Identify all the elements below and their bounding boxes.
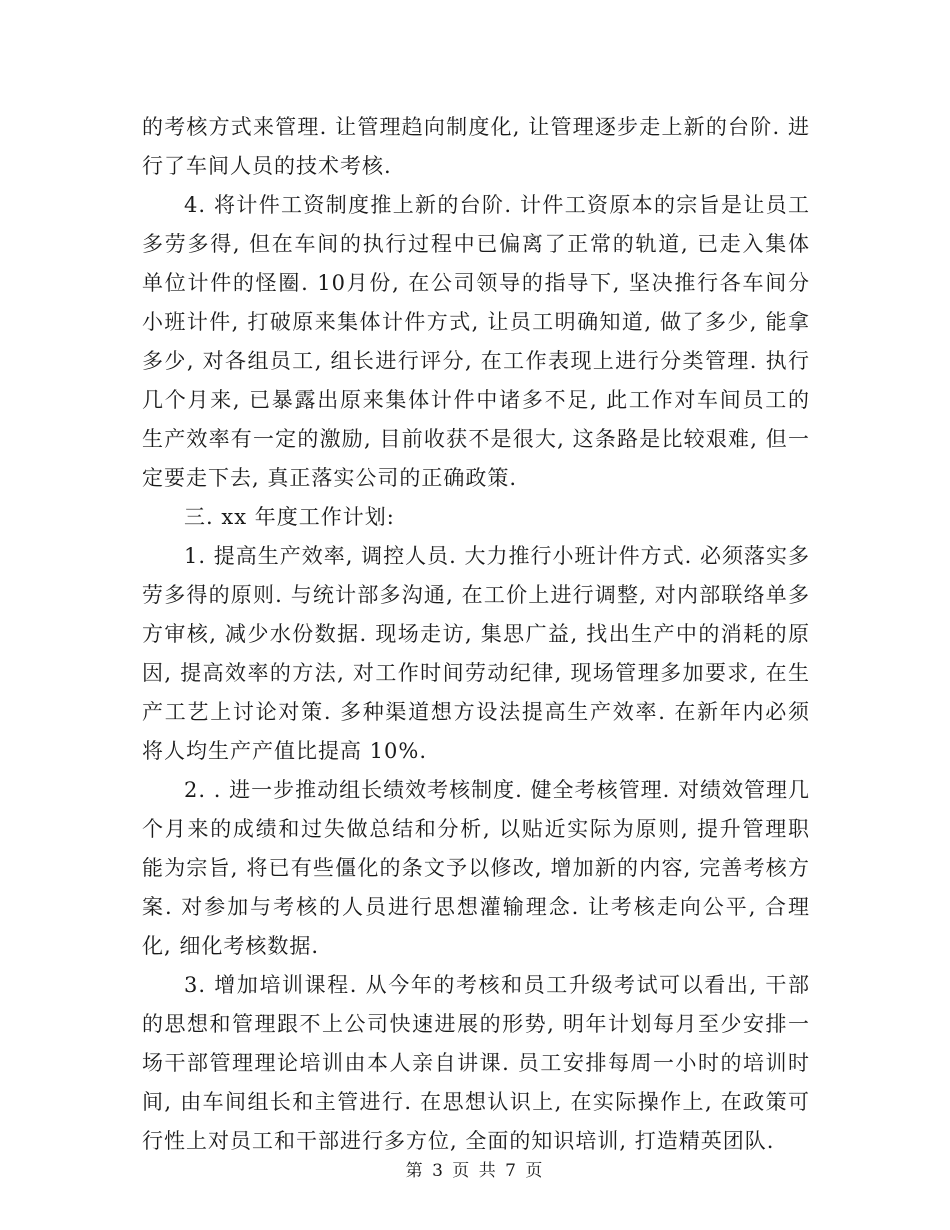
paragraph-plan-1: 1. 提高生产效率, 调控人员. 大力推行小班计件方式. 必须落实多劳多得的原则. 与统计部多沟通, 在工价上进行调整, 对内部联络单多方审核, 减少水份数据. 现场走访, 集思广益, 找出生产中的消耗的原因, 提高效率的方法, 对工作时间劳动纪律, 现场管理多加要求, 在生产工艺上讨论对策. 多种渠道想方设法提高生产效率. 在新年内必须将人均生产产值比提高 10%.	[142, 544, 810, 763]
section-heading-annual-plan: 三. xx 年度工作计划:	[184, 505, 395, 529]
paragraph-plan-3: 3. 增加培训课程. 从今年的考核和员工升级考试可以看出, 干部的思想和管理跟不上公司快速进展的形势, 明年计划每月至少安排一场干部管理理论培训由本人亲自讲课. 员工安排每周一小时的培训时间, 由车间组长和主管进行. 在思想认识上, 在实际操作上, 在政策可行性上对员工和干部进行多方位, 全面的知识培训, 打造精英团队.	[142, 973, 810, 1153]
paragraph-continuation: 的考核方式来管理. 让管理趋向制度化, 让管理逐步走上新的台阶. 进行了车间人员的技术考核.	[142, 115, 810, 178]
paragraph-item-4: 4. 将计件工资制度推上新的台阶. 计件工资原本的宗旨是让员工多劳多得, 但在车间的执行过程中已偏离了正常的轨道, 已走入集体单位计件的怪圈. 10月份, 在公司领导的指导下, 坚决推行各车间分小班计件, 打破原来集体计件方式, 让员工明确知道, 做了多少, 能拿多少, 对各组员工, 组长进行评分, 在工作表现上进行分类管理. 执行几个月来, 已暴露出原来集体计件中诸多不足, 此工作对车间员工的生产效率有一定的激励, 目前收获不是很大, 这条路是比较艰难, 但一定要走下去, 真正落实公司的正确政策.	[142, 193, 810, 490]
document-body	[142, 108, 810, 1161]
paragraph-plan-2: 2. . 进一步推动组长绩效考核制度. 健全考核管理. 对绩效管理几个月来的成绩和过失做总结和分析, 以贴近实际为原则, 提升管理职能为宗旨, 将已有些僵化的条文予以修改, 增加新的内容, 完善考核方案. 对参加与考核的人员进行思想灌输理念. 让考核走向公平, 合理化, 细化考核数据.	[142, 778, 810, 958]
page-footer: 第 3 页 共 7 页	[405, 1161, 545, 1181]
